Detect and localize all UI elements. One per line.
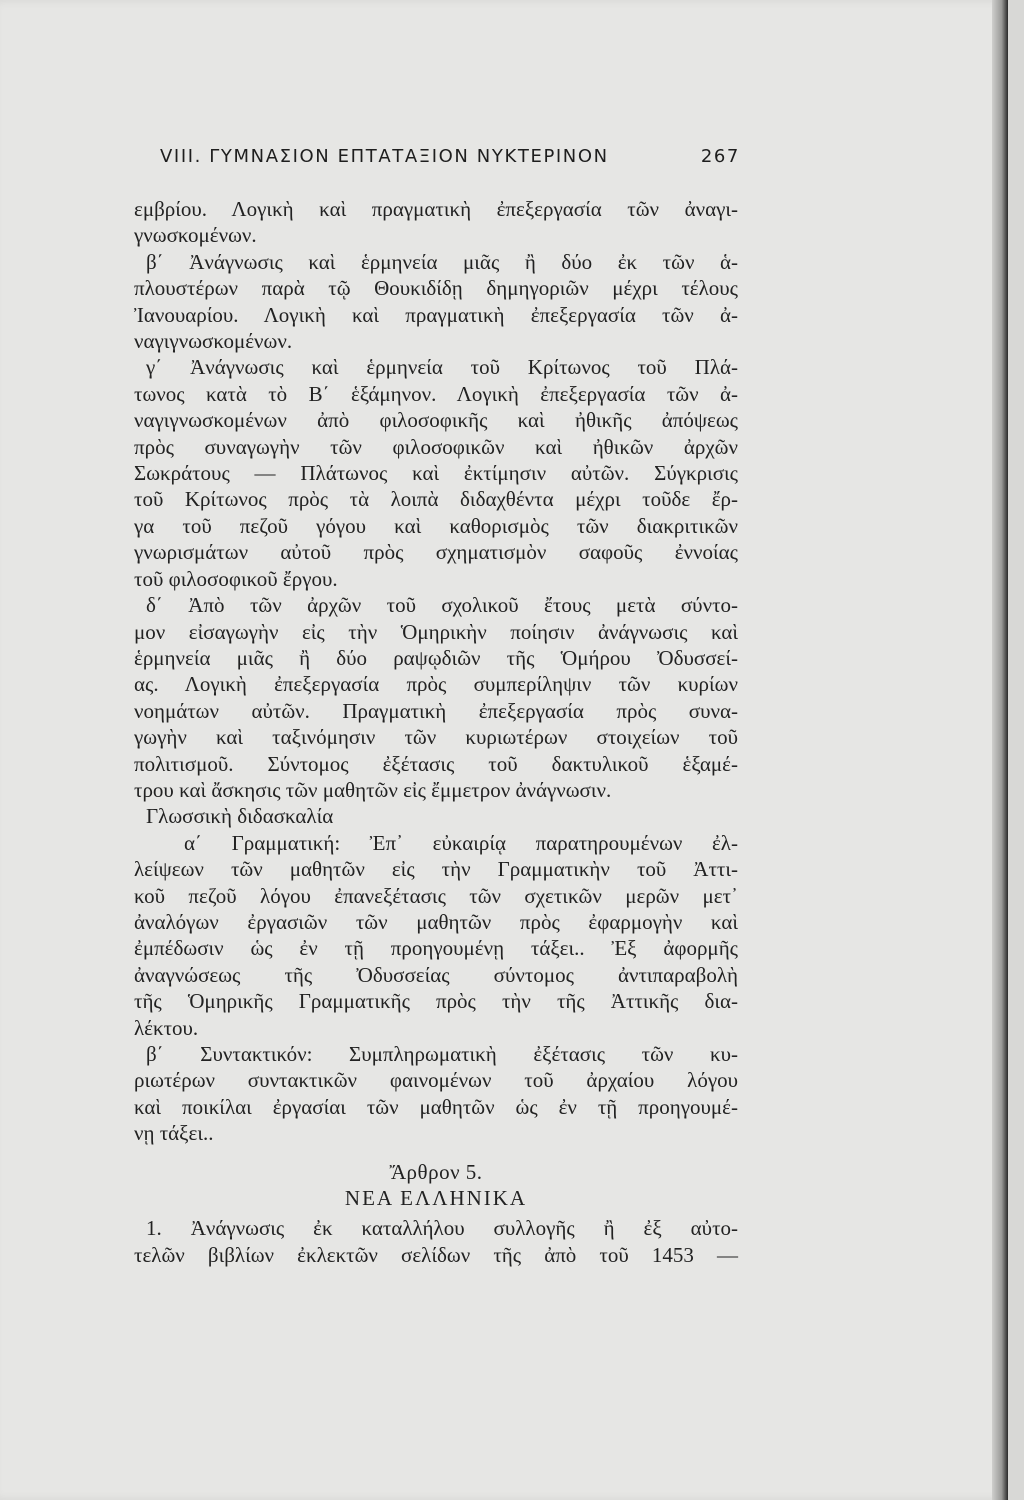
text-line: πρὸς συναγωγὴν τῶν φιλοσοφικῶν καὶ ἠθικῶν ἀρχῶν [134,434,738,459]
text-line: γ΄ Ἀνάγνωσις καὶ ἑρμηνεία τοῦ Κρίτωνος τοῦ Πλά- [146,355,738,380]
article-heading: Ἄρθρον 5. [389,1159,483,1184]
text-line: λέκτου. [134,1015,199,1040]
text-line: νῃ τάξει.. [134,1121,214,1146]
text-line: δ΄ Ἀπὸ τῶν ἀρχῶν τοῦ σχολικοῦ ἔτους μετὰ σύντο- [146,593,738,618]
text-line: γνωρισμάτων αὐτοῦ πρὸς σχηματισμὸν σαφοῦς ἐννοίας [134,540,738,565]
text-line: τελῶν βιβλίων ἐκλεκτῶν σελίδων τῆς ἀπὸ τοῦ 1453 — [134,1242,738,1267]
section-heading: ΝΕΑ ΕΛΛΗΝΙΚΑ [344,1186,528,1211]
text-line: καὶ ποικίλαι ἐργασίαι τῶν μαθητῶν ὡς ἐν τῇ προηγουμέ- [134,1094,738,1119]
text-line: ναγιγνωσκομένων ἀπὸ φιλοσοφικῆς καὶ ἠθικῆς ἀπόψεως [134,408,738,433]
text-line: β΄ Ἀνάγνωσις καὶ ἑρμηνεία μιᾶς ἢ δύο ἐκ τῶν ἁ- [146,249,738,274]
body-text [134,196,738,1268]
running-head [160,146,740,167]
running-head-title: VIII. ΓΥΜΝΑΣΙΟΝ ΕΠΤΑΤΑΞΙΟΝ ΝΥΚΤΕΡΙΝΟΝ [160,146,609,167]
text-line: ἐμπέδωσιν ὡς ἐν τῇ προηγουμένῃ τάξει.. Ἐξ ἀφορμῆς [134,936,738,961]
text-line: πολιτισμοῦ. Σύντομος ἐξέτασις τοῦ δακτυλικοῦ ἑξαμέ- [134,751,738,776]
text-line: τῆς Ὁμηρικῆς Γραμματικῆς πρὸς τὴν τῆς Ἀττικῆς δια- [134,989,738,1014]
text-line: Ἰανουαρίου. Λογικὴ καὶ πραγματικὴ ἐπεξεργασία τῶν ἀ- [134,302,738,327]
text-line: ἀναλόγων ἐργασιῶν τῶν μαθητῶν πρὸς ἐφαρμογὴν καὶ [134,909,738,934]
text-line: ἀναγνώσεως τῆς Ὀδυσσείας σύντομος ἀντιπαραβολὴ [134,962,738,987]
text-line: 1. Ἀνάγνωσις ἐκ καταλλήλου συλλογῆς ἢ ἐξ αὐτο- [146,1216,738,1241]
text-line: ας. Λογικὴ ἐπεξεργασία πρὸς συμπερίληψιν τῶν κυρίων [134,672,738,697]
text-line: τρου καὶ ἄσκησις τῶν μαθητῶν εἰς ἔμμετρον ἀνάγνωσιν. [134,777,612,802]
text-line: ριωτέρων συντακτικῶν φαινομένων τοῦ ἀρχαίου λόγου [134,1068,738,1093]
text-line: Σωκράτους — Πλάτωνος καὶ ἐκτίμησιν αὐτῶν. Σύγκρισις [134,461,738,486]
text-line: γνωσκομένων. [134,223,257,248]
text-line: γωγὴν καὶ ταξινόμησιν τῶν κυριωτέρων στοιχείων τοῦ [134,725,738,750]
subsection-heading: Γλωσσικὴ διδασκαλία [146,804,334,829]
text-line: πλουστέρων παρὰ τῷ Θουκιδίδῃ δημηγοριῶν μέχρι τέλους [134,276,738,301]
text-line: εμβρίου. Λογικὴ καὶ πραγματικὴ ἐπεξεργασία τῶν ἀναγι- [134,197,738,221]
page-edge-shadow [992,0,1008,1500]
text-line: γα τοῦ πεζοῦ γόγου καὶ καθορισμὸς τῶν διακριτικῶν [134,513,738,538]
text-line: νοημάτων αὐτῶν. Πραγματικὴ ἐπεξεργασία πρὸς συνα- [134,698,738,723]
text-line: τοῦ Κρίτωνος πρὸς τὰ λοιπὰ διδαχθέντα μέχρι τοῦδε ἔρ- [134,487,738,512]
text-line: κοῦ πεζοῦ λόγου ἐπανεξέτασις τῶν σχετικῶν μερῶν μετ᾿ [134,883,738,908]
text-line: τοῦ φιλοσοφικοῦ ἔργου. [134,566,338,591]
text-line: τωνος κατὰ τὸ Β΄ ἑξάμηνον. Λογικὴ ἐπεξεργασία τῶν ἀ- [134,381,738,406]
text-line: ἑρμηνεία μιᾶς ἢ δύο ραψῳδιῶν τῆς Ὁμήρου Ὀδυσσεί- [134,645,738,670]
text-line: λείψεων τῶν μαθητῶν εἰς τὴν Γραμματικὴν τοῦ Ἀττι- [134,857,738,882]
page-number: 267 [700,146,740,167]
text-line: ναγιγνωσκομένων. [134,329,293,354]
text-line: μον εἰσαγωγὴν εἰς τὴν Ὁμηρικὴν ποίησιν ἀνάγνωσις καὶ [134,619,738,644]
text-line: β΄ Συντακτικόν: Συμπληρωματικὴ ἐξέτασις τῶν κυ- [146,1042,738,1066]
text-line: α΄ Γραμματική: Ἐπ᾿ εὐκαιρίᾳ παρατηρουμένων ἐλ- [184,830,738,855]
